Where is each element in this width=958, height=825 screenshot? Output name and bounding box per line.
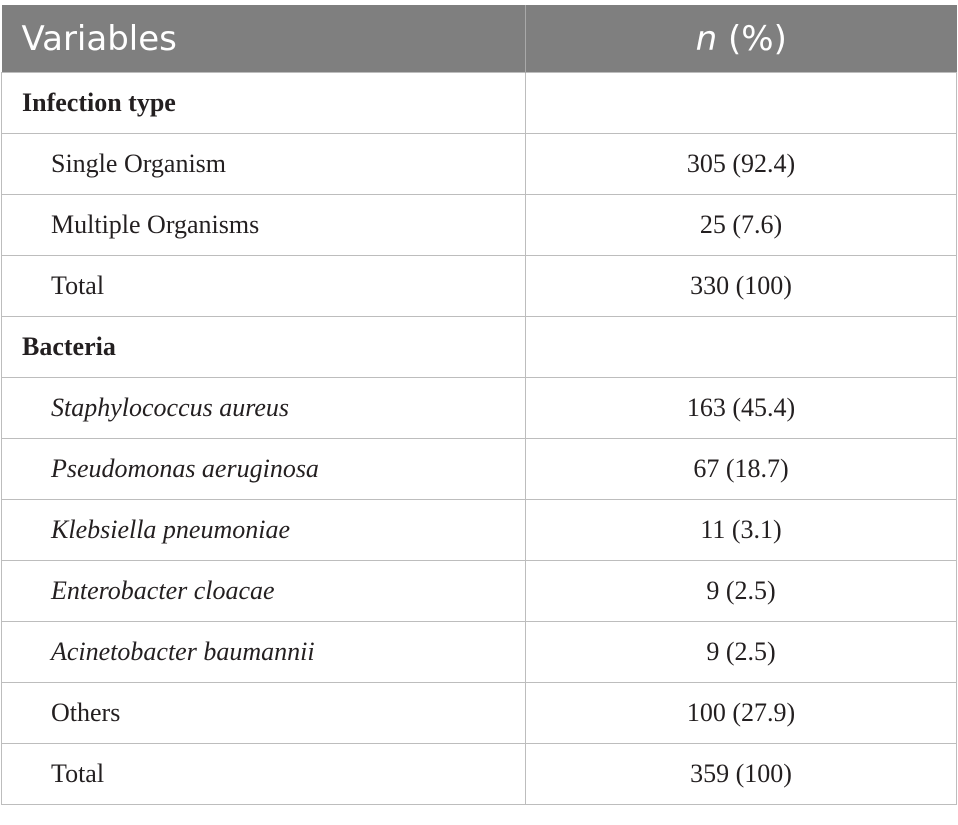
header-row — [2, 5, 957, 73]
section-row-bacteria — [2, 317, 957, 378]
header-n-percent — [526, 5, 957, 73]
row-label: Multiple Organisms — [2, 195, 526, 256]
table-row — [2, 561, 957, 622]
row-label: Single Organism — [2, 134, 526, 195]
row-value — [526, 317, 957, 378]
row-value: 9 (2.5) — [526, 561, 957, 622]
row-value: 305 (92.4) — [526, 134, 957, 195]
data-table — [1, 5, 957, 805]
row-label: Staphylococcus aureus — [2, 378, 526, 439]
row-label: Enterobacter cloacae — [2, 561, 526, 622]
row-label: Pseudomonas aeruginosa — [2, 439, 526, 500]
table-body — [2, 73, 957, 805]
row-label: Total — [2, 256, 526, 317]
table-row — [2, 134, 957, 195]
row-label: Acinetobacter baumannii — [2, 622, 526, 683]
row-value: 359 (100) — [526, 744, 957, 805]
table-row — [2, 500, 957, 561]
row-value: 163 (45.4) — [526, 378, 957, 439]
table-row — [2, 744, 957, 805]
table-row — [2, 622, 957, 683]
row-value: 330 (100) — [526, 256, 957, 317]
row-value: 9 (2.5) — [526, 622, 957, 683]
row-value: 67 (18.7) — [526, 439, 957, 500]
table-row — [2, 195, 957, 256]
table-row — [2, 378, 957, 439]
table-row — [2, 256, 957, 317]
header-percent-label: (%) — [717, 18, 787, 59]
row-value — [526, 73, 957, 134]
row-value: 100 (27.9) — [526, 683, 957, 744]
row-label: Others — [2, 683, 526, 744]
section-label: Bacteria — [2, 317, 526, 378]
row-label: Total — [2, 744, 526, 805]
section-label: Infection type — [2, 73, 526, 134]
table-row — [2, 439, 957, 500]
row-value: 11 (3.1) — [526, 500, 957, 561]
header-n-symbol: n — [695, 18, 718, 59]
section-row-infection-type — [2, 73, 957, 134]
table-row — [2, 683, 957, 744]
row-value: 25 (7.6) — [526, 195, 957, 256]
header-variables: Variables — [2, 5, 526, 73]
row-label: Klebsiella pneumoniae — [2, 500, 526, 561]
table-header — [2, 5, 957, 73]
